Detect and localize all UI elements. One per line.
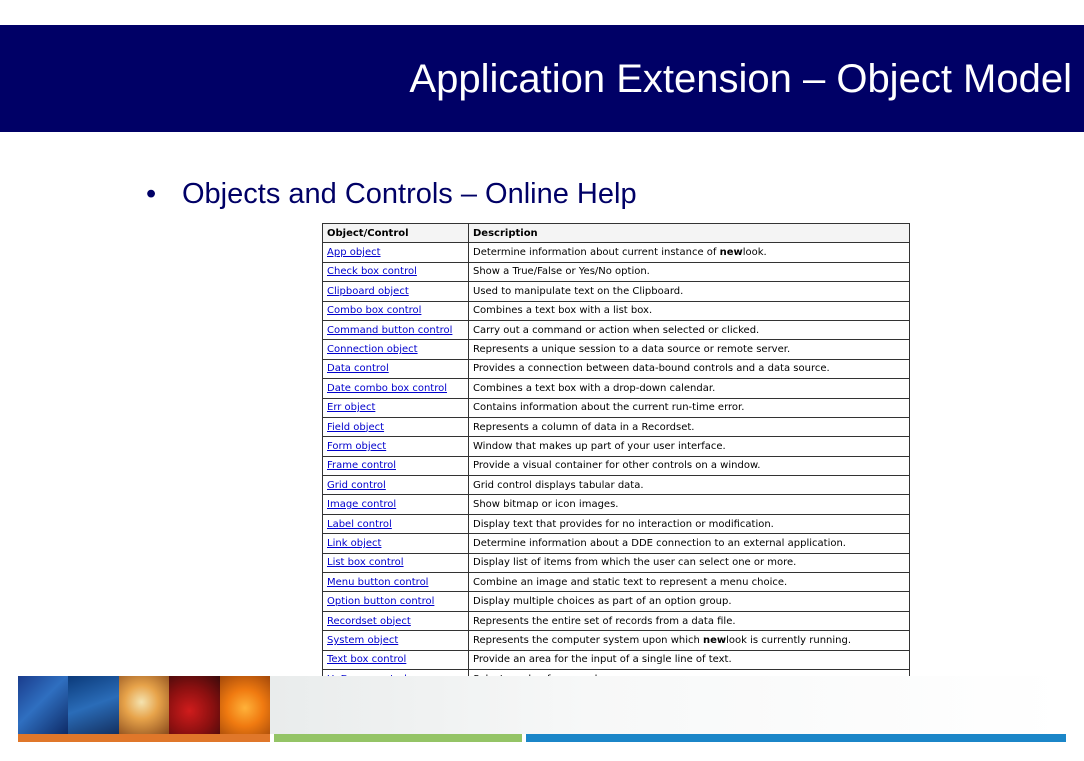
description-text: Combines a text box with a drop-down calendar. bbox=[473, 382, 716, 394]
table-row bbox=[323, 592, 910, 611]
table-row bbox=[323, 340, 910, 359]
object-link[interactable]: List box control bbox=[327, 557, 404, 569]
description-cell bbox=[469, 553, 910, 572]
object-cell bbox=[323, 320, 469, 339]
object-cell bbox=[323, 495, 469, 514]
object-cell bbox=[323, 592, 469, 611]
orange-flower-image bbox=[119, 676, 169, 734]
object-cell bbox=[323, 437, 469, 456]
footer-strip-green bbox=[274, 734, 522, 742]
table-row bbox=[323, 320, 910, 339]
description-text: Provide an area for the input of a single line of text. bbox=[473, 654, 732, 666]
object-link[interactable]: Data control bbox=[327, 363, 389, 375]
object-link[interactable]: Image control bbox=[327, 499, 397, 511]
description-cell bbox=[469, 301, 910, 320]
description-cell bbox=[469, 456, 910, 475]
description-cell bbox=[469, 476, 910, 495]
object-cell bbox=[323, 379, 469, 398]
blue-face-image bbox=[68, 676, 118, 734]
slide-title: Application Extension – Object Model bbox=[409, 57, 1072, 101]
object-link[interactable]: Check box control bbox=[327, 266, 417, 278]
table-row bbox=[323, 243, 910, 262]
table-row bbox=[323, 282, 910, 301]
description-text: Carry out a command or action when selected or clicked. bbox=[473, 324, 760, 336]
object-cell bbox=[323, 514, 469, 533]
table-row bbox=[323, 379, 910, 398]
object-link[interactable]: Menu button control bbox=[327, 576, 429, 588]
object-cell bbox=[323, 417, 469, 436]
description-bold-text: new bbox=[703, 634, 727, 646]
object-link[interactable]: Clipboard object bbox=[327, 285, 409, 297]
description-text: Determine information about current instance of bbox=[473, 247, 720, 259]
object-cell bbox=[323, 359, 469, 378]
object-cell bbox=[323, 534, 469, 553]
object-cell bbox=[323, 573, 469, 592]
bullet-dot: • bbox=[146, 178, 157, 210]
table-row bbox=[323, 553, 910, 572]
object-link[interactable]: Link object bbox=[327, 537, 382, 549]
description-cell bbox=[469, 262, 910, 281]
description-text: Used to manipulate text on the Clipboard. bbox=[473, 285, 684, 297]
object-link[interactable]: Label control bbox=[327, 518, 392, 530]
object-cell bbox=[323, 553, 469, 572]
description-text: Show bitmap or icon images. bbox=[473, 499, 619, 511]
object-cell bbox=[323, 476, 469, 495]
table-header-row bbox=[323, 224, 910, 243]
table-row bbox=[323, 417, 910, 436]
object-cell bbox=[323, 243, 469, 262]
object-link[interactable]: Form object bbox=[327, 440, 387, 452]
object-link[interactable]: Connection object bbox=[327, 344, 418, 356]
description-cell bbox=[469, 320, 910, 339]
table-row bbox=[323, 398, 910, 417]
description-cell bbox=[469, 437, 910, 456]
table-row bbox=[323, 534, 910, 553]
footer-strip-orange bbox=[18, 734, 270, 742]
description-cell bbox=[469, 611, 910, 630]
description-cell bbox=[469, 398, 910, 417]
table-row bbox=[323, 456, 910, 475]
description-cell bbox=[469, 592, 910, 611]
description-text: Provides a connection between data-bound controls and a data source. bbox=[473, 363, 830, 375]
object-cell bbox=[323, 611, 469, 630]
table-row bbox=[323, 514, 910, 533]
description-cell bbox=[469, 573, 910, 592]
description-cell bbox=[469, 534, 910, 553]
description-text: Provide a visual container for other controls on a window. bbox=[473, 460, 761, 472]
description-cell bbox=[469, 359, 910, 378]
red-apple-image bbox=[169, 676, 219, 734]
description-text: Display text that provides for no interaction or modification. bbox=[473, 518, 774, 530]
header-description: Description bbox=[469, 224, 910, 243]
table-row bbox=[323, 650, 910, 669]
object-cell bbox=[323, 631, 469, 650]
table-row bbox=[323, 359, 910, 378]
description-text: Display list of items from which the user can select one or more. bbox=[473, 557, 797, 569]
bullet-text: Objects and Controls – Online Help bbox=[182, 178, 637, 210]
bullet-item bbox=[146, 176, 637, 212]
table-row bbox=[323, 495, 910, 514]
description-cell bbox=[469, 340, 910, 359]
description-text: Represents a column of data in a Recordset. bbox=[473, 421, 695, 433]
description-cell bbox=[469, 379, 910, 398]
table-row bbox=[323, 573, 910, 592]
footer-fade bbox=[270, 676, 1066, 734]
description-cell bbox=[469, 650, 910, 669]
object-link[interactable]: Date combo box control bbox=[327, 382, 447, 394]
description-text: Display multiple choices as part of an option group. bbox=[473, 596, 732, 608]
description-bold-text: new bbox=[719, 247, 743, 259]
description-text: Window that makes up part of your user interface. bbox=[473, 440, 726, 452]
object-link[interactable]: Text box control bbox=[327, 654, 407, 666]
object-link[interactable]: Field object bbox=[327, 421, 385, 433]
orange-fruit-image bbox=[220, 676, 270, 734]
object-cell bbox=[323, 282, 469, 301]
photo-banner bbox=[18, 676, 270, 734]
description-text: Represents the entire set of records from a data file. bbox=[473, 615, 736, 627]
object-link[interactable]: Option button control bbox=[327, 596, 435, 608]
description-text: Grid control displays tabular data. bbox=[473, 479, 644, 491]
description-cell bbox=[469, 514, 910, 533]
object-link[interactable]: Recordset object bbox=[327, 615, 411, 627]
table-row bbox=[323, 437, 910, 456]
description-text: look is currently running. bbox=[726, 634, 852, 646]
object-cell bbox=[323, 301, 469, 320]
footer-strip-blue bbox=[526, 734, 1066, 742]
description-text: Represents the computer system upon which bbox=[473, 634, 704, 646]
description-text: Represents a unique session to a data source or remote server. bbox=[473, 344, 791, 356]
table-row bbox=[323, 611, 910, 630]
description-cell bbox=[469, 243, 910, 262]
object-cell bbox=[323, 456, 469, 475]
object-link[interactable]: System object bbox=[327, 634, 399, 646]
object-cell bbox=[323, 340, 469, 359]
table-row bbox=[323, 262, 910, 281]
object-link[interactable]: App object bbox=[327, 247, 381, 259]
object-cell bbox=[323, 650, 469, 669]
table-row bbox=[323, 631, 910, 650]
object-link[interactable]: Grid control bbox=[327, 479, 386, 491]
object-link[interactable]: Err object bbox=[327, 402, 376, 414]
header-object-control: Object/Control bbox=[323, 224, 469, 243]
description-text: Contains information about the current run-time error. bbox=[473, 402, 745, 414]
description-text: Combine an image and static text to represent a menu choice. bbox=[473, 576, 788, 588]
description-cell bbox=[469, 495, 910, 514]
object-control-table bbox=[322, 223, 910, 689]
table-row bbox=[323, 476, 910, 495]
description-cell bbox=[469, 631, 910, 650]
object-link[interactable]: Combo box control bbox=[327, 305, 422, 317]
table-row bbox=[323, 301, 910, 320]
object-cell bbox=[323, 398, 469, 417]
description-cell bbox=[469, 417, 910, 436]
object-link[interactable]: Command button control bbox=[327, 324, 453, 336]
description-cell bbox=[469, 282, 910, 301]
object-cell bbox=[323, 262, 469, 281]
description-text: Determine information about a DDE connection to an external application. bbox=[473, 537, 846, 549]
object-link[interactable]: Frame control bbox=[327, 460, 396, 472]
description-text: look. bbox=[742, 247, 767, 259]
blue-eye-image bbox=[18, 676, 68, 734]
description-text: Show a True/False or Yes/No option. bbox=[473, 266, 650, 278]
description-text: Combines a text box with a list box. bbox=[473, 305, 653, 317]
